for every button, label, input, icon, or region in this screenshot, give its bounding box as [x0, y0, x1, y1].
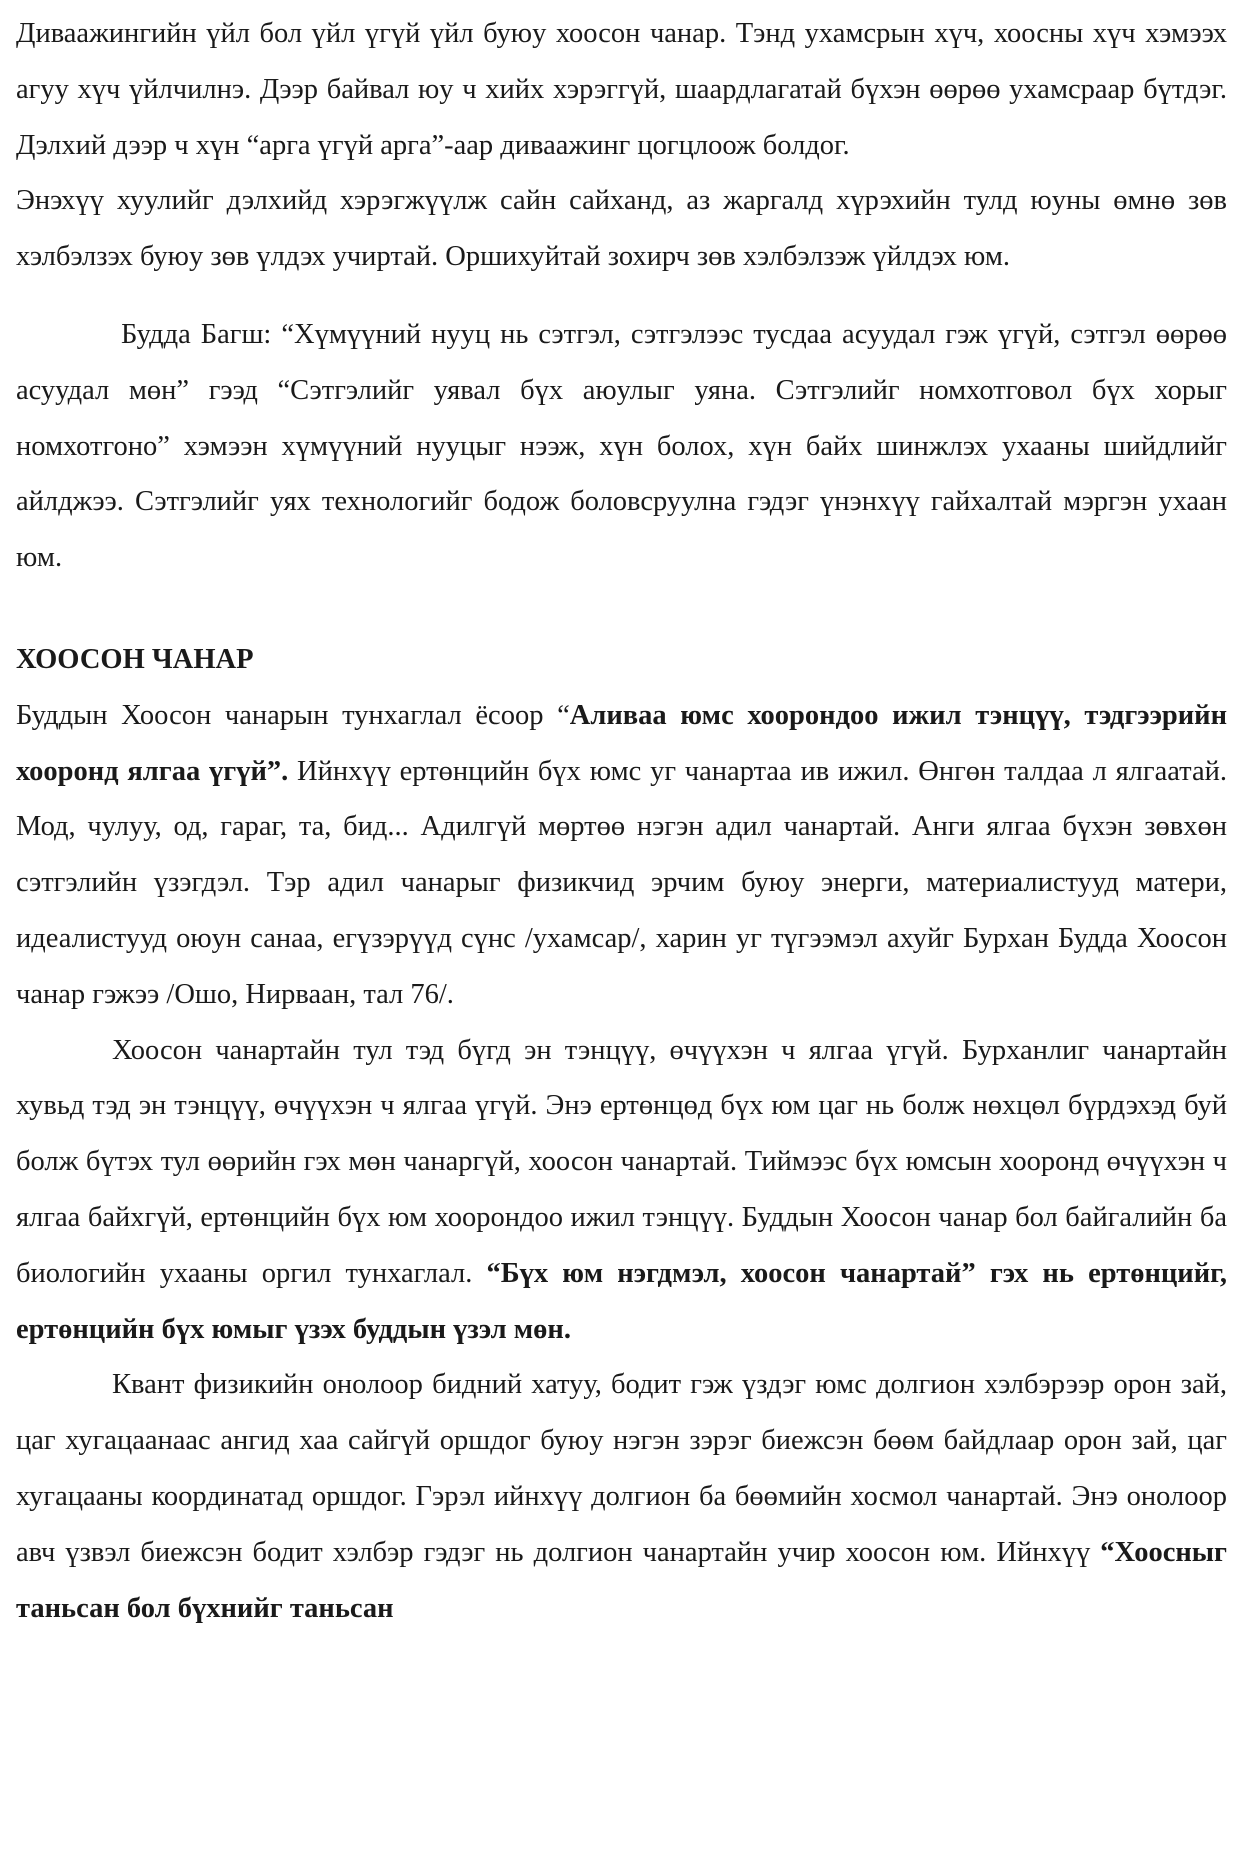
paragraph-4-intro: Буддын Хоосон чанарын тунхаглал ёсоор “	[16, 699, 570, 731]
paragraph-1: Диваажингийн үйл бол үйл үгүй үйл буюу хоосон чанар. Тэнд ухамсрын хүч, хоосны хүч хэмээх агуу хүч үйлчилнэ. Дээр байвал юу ч хийх хэрэггүй, шаардлагатай бүхэн өөрөө ухамсраар бүтдэг. Дэлхий дээр ч хүн “арга үгүй арга”-аар диваажинг цогцлоож болдог.	[16, 18, 1227, 161]
paragraph-4-body: Ийнхүү ертөнцийн бүх юмс уг чанартаа ив ижил. Өнгөн талдаа л ялгаатай. Мод, чулуу, од, гараг, та, бид... Адилгүй мөртөө нэгэн адил чанартай. Анги ялгаа бүхэн зөвхөн сэтгэлийн үзэгдэл. Тэр адил чанарыг физикчид эрчим буюу энерги, материалистууд матери, идеалистууд оюун санаа, егүзэрүүд сүнс /ухамсар/, харин уг түгээмэл ахуйг Бурхан Будда Хоосон чанар гэжээ /Ошо, Нирваан, тал 76/.	[16, 755, 1227, 1010]
paragraph-5-bold-quote: “Бүх юм нэгдмэл, хоосон чанартай” гэх нь ертөнцийг, ертөнцийн бүх юмыг үзэх буддын үзэл мөн.	[16, 1257, 1227, 1345]
paragraph-3: Будда Багш: “Хүмүүний нууц нь сэтгэл, сэтгэлээс тусдаа асуудал гэж үгүй, сэтгэл өөрөө асуудал мөн” гээд “Сэтгэлийг уявал бүх аюулыг уяна. Сэтгэлийг номхотговол бүх хорыг номхотгоно” хэмээн хүмүүний нууцыг нээж, хүн болох, хүн байх шинжлэх ухааны шийдлийг айлджээ. Сэтгэлийг уях технологийг бодож боловсруулна гэдэг үнэнхүү гайхалтай мэргэн ухаан юм.	[16, 318, 1227, 574]
paragraph-2: Энэхүү хуулийг дэлхийд хэрэгжүүлж сайн сайханд, аз жаргалд хүрэхийн тулд юуны өмнө зөв хэлбэлзэх буюу зөв үлдэх учиртай. Оршихуйтай зохирч зөв хэлбэлзэж үйлдэх юм.	[16, 185, 1227, 273]
paragraph-4	[16, 688, 1227, 1023]
paragraph-6-bold-quote: “Хоосныг таньсан бол бүхнийг таньсан	[16, 1536, 1227, 1624]
document-body	[16, 6, 1227, 1636]
paragraph-6-body: Квант физикийн онолоор бидний хатуу, бодит гэж үздэг юмс долгион хэлбэрээр орон зай, цаг хугацаанаас ангид хаа сайгүй оршдог буюу нэгэн зэрэг биежсэн бөөм байдлаар орон зай, цаг хугацааны координатад оршдог. Гэрэл ийнхүү долгион ба бөөмийн хосмол чанартай. Энэ онолоор авч үзвэл биежсэн бодит хэлбэр гэдэг нь долгион чанартайн учир хоосон юм. Ийнхүү	[16, 1369, 1227, 1568]
paragraph-5-body: Хоосон чанартайн тул тэд бүгд эн тэнцүү, өчүүхэн ч ялгаа үгүй. Бурханлиг чанартайн хувьд тэд эн тэнцүү, өчүүхэн ч ялгаа үгүй. Энэ ертөнцөд бүх юм цаг нь болж нөхцөл бүрдэхэд буй болж бүтэх тул өөрийн гэх мөн чанаргүй, хоосон чанартай. Тиймээс бүх юмсын хооронд өчүүхэн ч ялгаа байхгүй, ертөнцийн бүх юм хоорондоо ижил тэнцүү. Буддын Хоосон чанар бол байгалийн ба биологийн ухааны оргил тунхаглал.	[16, 1034, 1227, 1289]
paragraph-5	[16, 1023, 1227, 1358]
paragraph-6	[16, 1357, 1227, 1636]
section-heading: ХООСОН ЧАНАР	[16, 643, 254, 675]
paragraph-4-bold-quote: Аливаа юмс хоорондоо ижил тэнцүү, тэдгээрийн хооронд ялгаа үгүй”.	[16, 699, 1227, 787]
